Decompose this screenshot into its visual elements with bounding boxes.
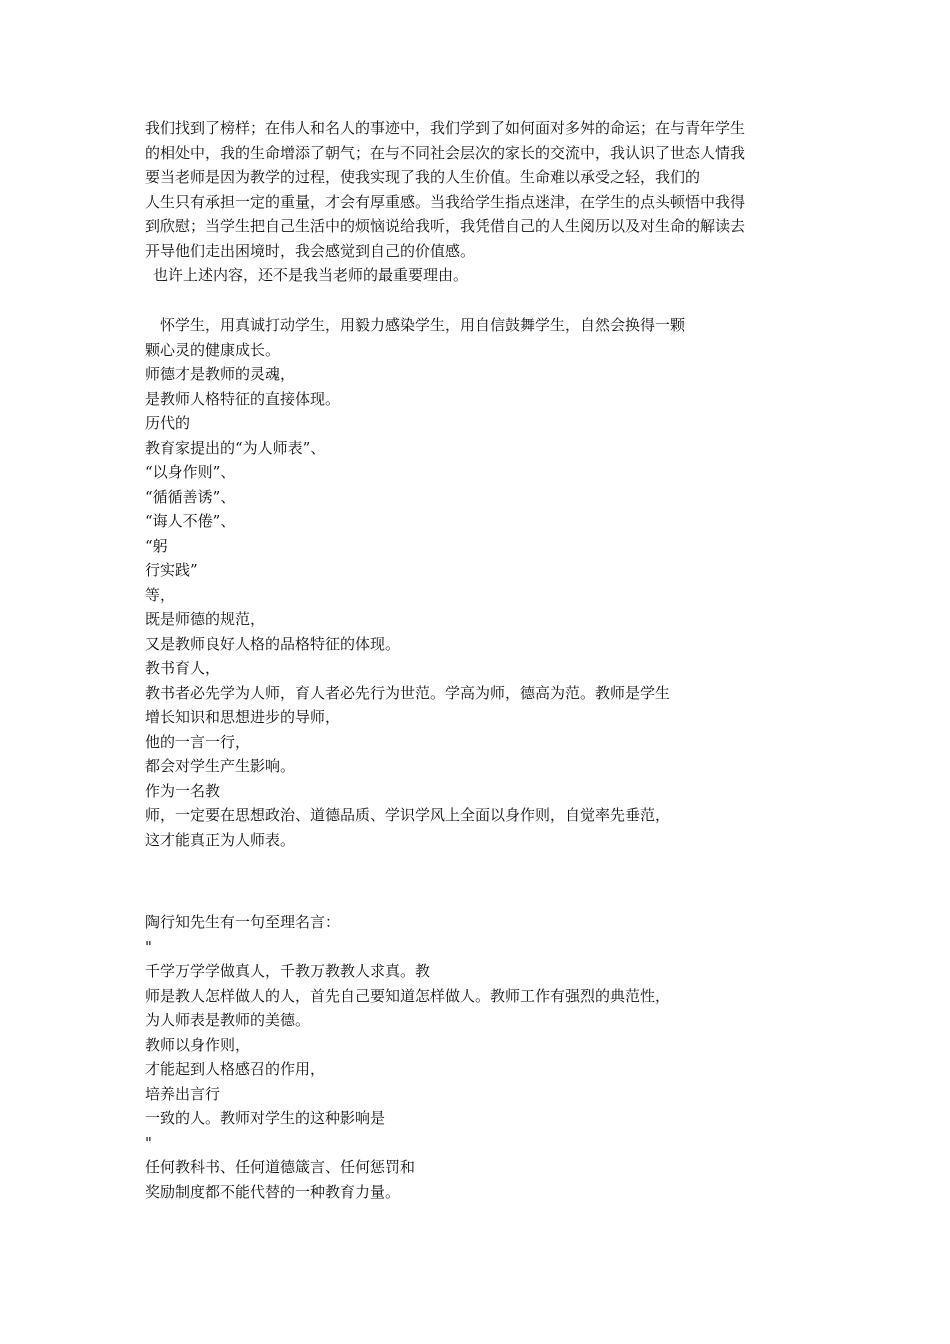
text-line: 既是师德的规范， <box>145 610 266 628</box>
text-line: 要当老师是因为教学的过程，使我实现了我的人生价值。生命难以承受之轻，我们的 <box>145 168 701 186</box>
text-line: 开导他们走出困境时，我会感觉到自己的价值感。 <box>145 241 476 260</box>
text-line: “循循善诱”、 <box>145 487 236 506</box>
paragraph-block-2 <box>145 313 825 852</box>
text-line: “躬 <box>145 536 168 555</box>
text-line: 颗心灵的健康成长。 <box>145 340 281 359</box>
text-line: 师，一定要在思想政治、道德品质、学识学风上全面以身作则，自觉率先垂范， <box>145 806 671 824</box>
text-line: 培养出言行 <box>145 1084 221 1103</box>
text-line: " <box>145 1133 152 1152</box>
text-line: 都会对学生产生影响。 <box>145 757 296 775</box>
text-line: 到欣慰；当学生把自己生活中的烦恼说给我听，我凭借自己的人生阅历以及对生命的解读去 <box>145 217 746 235</box>
text-line: 教书者必先学为人师，育人者必先行为世范。学高为师，德高为范。教师是学生 <box>145 683 671 702</box>
text-line: 他的一言一行， <box>145 732 251 751</box>
paragraph-block-1 <box>145 116 825 288</box>
text-line: 才能起到人格感召的作用， <box>145 1060 326 1078</box>
text-line: 一致的人。教师对学生的这种影响是 <box>145 1109 386 1127</box>
paragraph-block-3 <box>145 910 825 1204</box>
text-line: “诲人不倦”、 <box>145 512 236 530</box>
text-line: 师德才是教师的灵魂， <box>145 365 296 383</box>
text-line: " <box>145 937 152 956</box>
text-line: 我们找到了榜样；在伟人和名人的事迹中，我们学到了如何面对多舛的命运；在与青年学生 <box>145 119 746 137</box>
text-line: 也许上述内容，还不是我当老师的最重要理由。 <box>153 266 469 284</box>
text-line: 任何教科书、任何道德箴言、任何惩罚和 <box>145 1158 416 1176</box>
text-line: 的相处中，我的生命增添了朝气；在与不同社会层次的家长的交流中，我认识了世态人情我 <box>145 143 746 162</box>
text-line: 教师以身作则， <box>145 1035 251 1054</box>
text-line: 教书育人， <box>145 659 221 677</box>
text-line: 又是教师良好人格的品格特征的体现。 <box>145 634 401 653</box>
text-line: 教育家提出的“为人师表”、 <box>145 438 326 457</box>
text-line: 师是教人怎样做人的人，首先自己要知道怎样做人。教师工作有强烈的典范性， <box>145 986 671 1005</box>
text-line: 千学万学学做真人，千教万教教人求真。教 <box>145 962 431 980</box>
text-line: 这才能真正为人师表。 <box>145 830 296 849</box>
text-line: 怀学生，用真诚打动学生，用毅力感染学生，用自信鼓舞学生，自然会换得一颗 <box>160 316 686 334</box>
text-line: 历代的 <box>145 414 191 432</box>
text-line: 作为一名教 <box>145 781 221 800</box>
text-line: 增长知识和思想进步的导师， <box>145 708 341 726</box>
text-line: 等， <box>145 585 176 604</box>
text-line: 是教师人格特征的直接体现。 <box>145 389 341 408</box>
text-line: 为人师表是教师的美德。 <box>145 1011 311 1029</box>
text-line: 陶行知先生有一句至理名言： <box>145 913 341 931</box>
text-line: 人生只有承担一定的重量，才会有厚重感。当我给学生指点迷津，在学生的点头顿悟中我得 <box>145 192 746 211</box>
text-line: 奖励制度都不能代替的一种教育力量。 <box>145 1182 401 1201</box>
text-line: 行实践” <box>145 561 198 579</box>
text-line: “以身作则”、 <box>145 463 236 481</box>
